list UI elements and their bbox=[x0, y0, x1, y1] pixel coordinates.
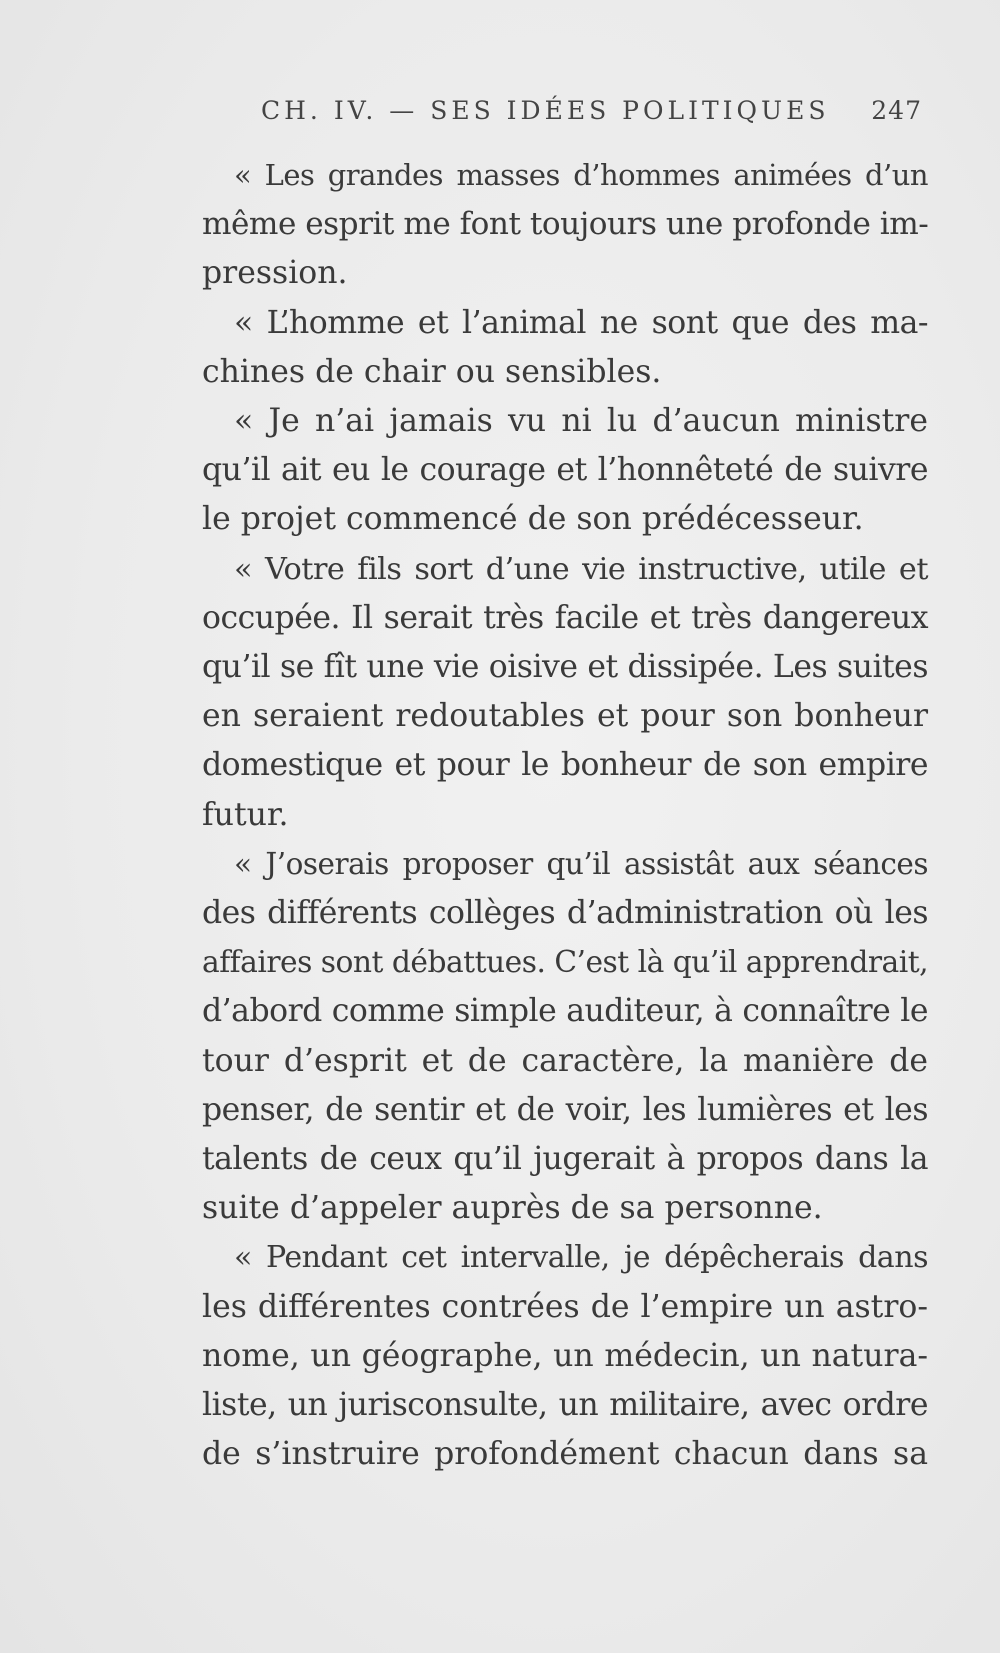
paragraph bbox=[170, 151, 928, 299]
text-line: d’abord comme simple auditeur, à connaître le bbox=[202, 993, 928, 1030]
text-line: « J’oserais proposer qu’il assistât aux séances bbox=[234, 846, 928, 881]
page-number: 247 bbox=[871, 96, 922, 125]
text-line: qu’il ait eu le courage et l’honnêteté de suivre bbox=[202, 452, 928, 489]
text-line: « Votre fils sort d’une vie instructive, utile et bbox=[234, 551, 928, 587]
text-line: de s’instruire profondément chacun dans sa bbox=[202, 1436, 928, 1473]
text-line: « Je n’ai jamais vu ni lu d’aucun ministre bbox=[234, 403, 928, 440]
text-line: les différentes contrées de l’empire un astro- bbox=[202, 1288, 928, 1325]
text-line: des différents collèges d’administration où les bbox=[202, 895, 928, 932]
paragraph bbox=[170, 1233, 928, 1479]
text-line: talents de ceux qu’il jugerait à propos dans la bbox=[202, 1141, 928, 1178]
text-line: en seraient redoutables et pour son bonheur bbox=[202, 698, 928, 735]
text-line: occupée. Il serait très facile et très dangereux bbox=[202, 599, 928, 636]
paragraph bbox=[170, 299, 928, 397]
paragraph bbox=[170, 840, 928, 1234]
text-line: « L’homme et l’animal ne sont que des ma- bbox=[234, 304, 928, 341]
text-line: liste, un jurisconsulte, un militaire, avec ordre bbox=[202, 1387, 928, 1424]
text-line: qu’il se fît une vie oisive et dissipée. Les suites bbox=[202, 649, 928, 686]
text-line: domestique et pour le bonheur de son empire bbox=[202, 747, 928, 784]
text-line: « Les grandes masses d’hommes animées d’un bbox=[234, 158, 928, 192]
paragraph bbox=[170, 397, 928, 545]
text-line: même esprit me font toujours une profonde im- bbox=[202, 206, 929, 243]
text-line: suite d’appeler auprès de sa personne. bbox=[202, 1190, 823, 1227]
text-line: affaires sont débattues. C’est là qu’il apprendrait, bbox=[202, 945, 929, 981]
paragraph bbox=[170, 545, 928, 840]
text-line: tour d’esprit et de caractère, la manière de bbox=[202, 1042, 928, 1079]
body-text bbox=[170, 151, 928, 1479]
text-line: « Pendant cet intervalle, je dépêcherais dans bbox=[234, 1240, 928, 1276]
text-line: le projet commencé de son prédécesseur. bbox=[202, 501, 864, 538]
text-line: futur. bbox=[202, 796, 289, 833]
text-line: pression. bbox=[202, 255, 348, 292]
text-line: chines de chair ou sensibles. bbox=[202, 353, 662, 390]
text-line: nome, un géographe, un médecin, un natura- bbox=[202, 1337, 928, 1374]
running-head bbox=[261, 96, 922, 136]
text-line: penser, de sentir et de voir, les lumières et les bbox=[202, 1091, 928, 1128]
chapter-title: CH. IV. — SES IDÉES POLITIQUES bbox=[261, 96, 830, 125]
